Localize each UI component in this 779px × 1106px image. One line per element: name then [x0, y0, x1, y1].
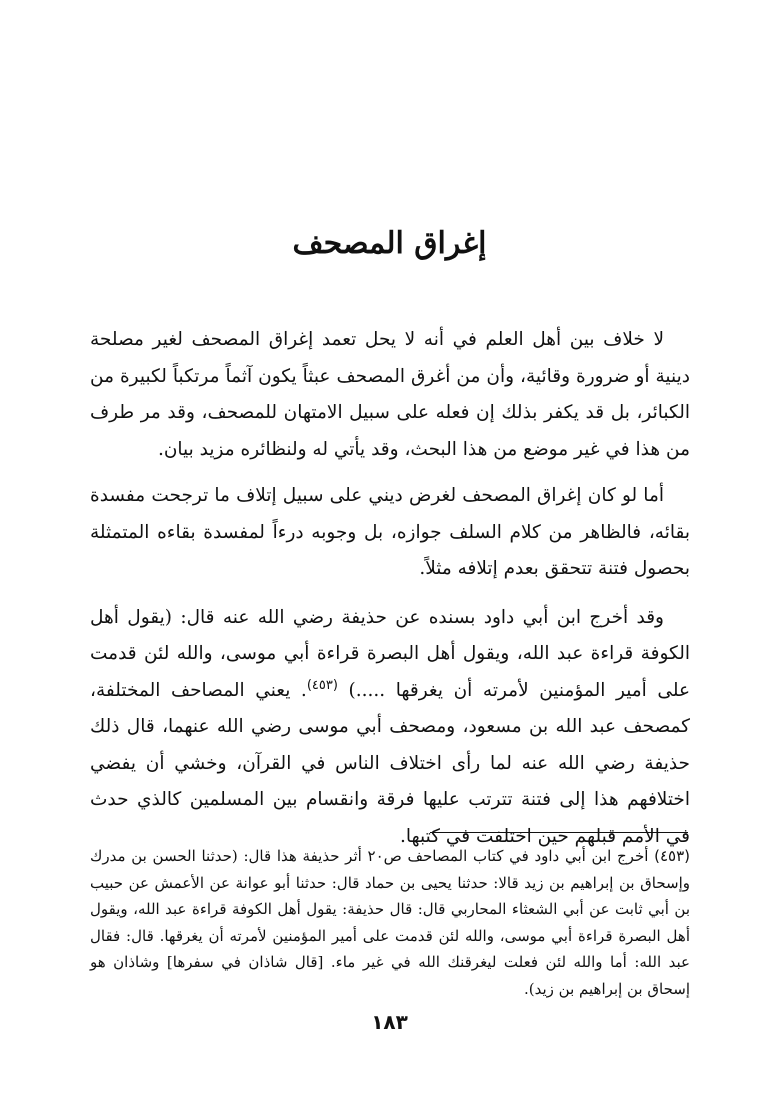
footnote-453 — [90, 843, 690, 1002]
paragraph-ruling: أما لو كان إغراق المصحف لغرض ديني على سبيل إتلاف ما ترجحت مفسدة بقائه، فالظاهر من كلام السلف جوازه، بل وجوبه درءاً لمفسدة بقاءه المتمثلة بحصول فتنة تتحقق بعدم إتلافه مثلاً. — [90, 485, 690, 579]
main-text — [90, 322, 690, 865]
footnote-divider — [430, 832, 688, 833]
footnote-text: أخرج ابن أبي داود في كتاب المصاحف ص٢٠ أثر حذيفة هذا قال: (حدثنا الحسن بن مدرك وإسحاق بن إبراهيم بن زيد قالا: حدثنا يحيى بن حماد قال: حدثنا أبو عوانة عن الأعمش عن حبيب بن أبي ثابت عن أبي الشعثاء المحاربي قال: قال حذيفة: يقول أهل الكوفة قراءة عبد الله، ويقول أهل البصرة قراءة أبي موسى، والله لئن قدمت على أمير المؤمنين لأمرته أن يغرقها. قال: فقال عبد الله: أما والله لئن فعلت ليغرقنك الله في غير ماء. [قال شاذان في سفرها] وشاذان هو إسحاق بن إبراهيم بن زيد). — [90, 847, 690, 998]
footnotes-section — [90, 843, 690, 1002]
paragraph-intro: لا خلاف بين أهل العلم في أنه لا يحل تعمد إغراق المصحف لغير مصلحة دينية أو ضرورة وقائية، وأن من أغرق المصحف عبثاً يكون آثماً مرتكباً لكبيرة من الكبائر، بل قد يكفر بذلك إن فعله على سبيل الامتهان للمصحف، وقد مر طرف من هذا في غير موضع من هذا البحث، وقد يأتي له ولنظائره مزيد بيان. — [90, 329, 690, 460]
footnote-number: (٤٥٣) — [654, 847, 690, 865]
footnote-reference-453[interactable]: (٤٥٣) — [306, 677, 338, 693]
page-number: ١٨٣ — [371, 1010, 408, 1034]
hadith-text-after-reference: . يعني المصاحف المختلفة، كمصحف عبد الله بن مسعود، ومصحف أبي موسى رضي الله عنهما، قال ذلك حذيفة رضي الله عنه لما رأى اختلاف الناس في القرآن، وخشي أن يفضي اختلافهم هذا إلى فتنة تترتب عليها فرقة وانقسام بين المسلمين كالذي حدث في الأمم قبلهم حين اختلفت في كتبها. — [90, 679, 690, 847]
hadith-text-before-reference: وقد أخرج ابن أبي داود بسنده عن حذيفة رضي الله عنه قال: (يقول أهل الكوفة قراءة عبد الله، ويقول أهل البصرة قراءة أبي موسى، والله لئن قدمت على أمير المؤمنين لأمرته أن يغرقها .....) — [90, 606, 690, 701]
paragraph-hadith — [90, 600, 690, 856]
chapter-title: إغراق المصحف — [292, 226, 487, 261]
